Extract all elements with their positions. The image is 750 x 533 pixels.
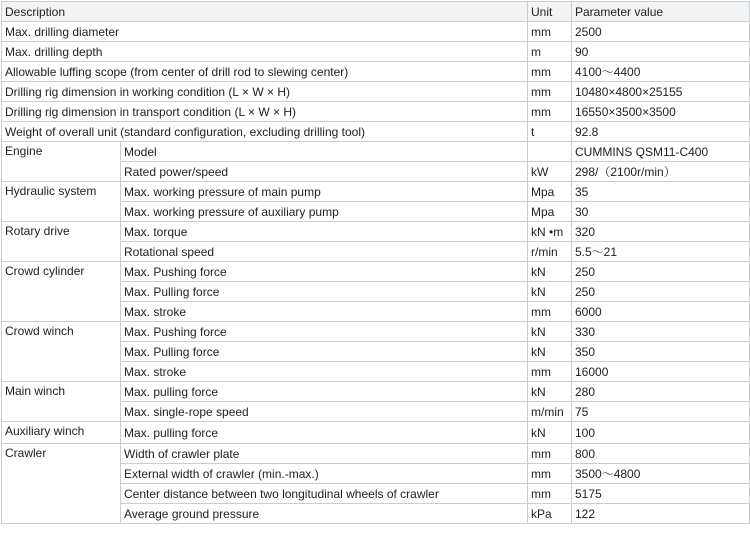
parameter-unit: mm <box>528 62 572 82</box>
table-row <box>2 122 750 142</box>
parameter-description: Max. pulling force <box>121 422 528 444</box>
parameter-value: 298/（2100r/min） <box>572 162 750 182</box>
group-name: Auxiliary winch <box>2 422 121 444</box>
table-row <box>2 444 750 464</box>
parameter-value: 10480×4800×25155 <box>572 82 750 102</box>
table-row <box>2 422 750 444</box>
table-row <box>2 22 750 42</box>
spec-table <box>1 1 750 524</box>
group-name: Crowd winch <box>2 322 121 382</box>
parameter-description: Max. Pulling force <box>121 282 528 302</box>
parameter-value: 320 <box>572 222 750 242</box>
parameter-unit: kN <box>528 262 572 282</box>
parameter-value: 2500 <box>572 22 750 42</box>
parameter-value: 800 <box>572 444 750 464</box>
parameter-unit: kN <box>528 422 572 444</box>
parameter-unit: kN <box>528 342 572 362</box>
parameter-value: 30 <box>572 202 750 222</box>
parameter-unit: Mpa <box>528 182 572 202</box>
group-name: Engine <box>2 142 121 182</box>
parameter-description: Drilling rig dimension in working condition (L × W × H) <box>2 82 528 102</box>
parameter-value: 5175 <box>572 484 750 504</box>
parameter-unit: kN <box>528 282 572 302</box>
parameter-value: 16550×3500×3500 <box>572 102 750 122</box>
parameter-description: Allowable luffing scope (from center of drill rod to slewing center) <box>2 62 528 82</box>
parameter-description: Max. stroke <box>121 362 528 382</box>
table-row <box>2 262 750 282</box>
table-header-row <box>2 2 750 22</box>
parameter-description: Max. pulling force <box>121 382 528 402</box>
parameter-description: Max. stroke <box>121 302 528 322</box>
group-name: Main winch <box>2 382 121 422</box>
table-row <box>2 82 750 102</box>
table-row <box>2 382 750 402</box>
parameter-unit: kPa <box>528 504 572 524</box>
parameter-unit: mm <box>528 464 572 484</box>
parameter-description: Max. single-rope speed <box>121 402 528 422</box>
parameter-description: Rotational speed <box>121 242 528 262</box>
header-value: Parameter value <box>572 2 750 22</box>
parameter-unit: mm <box>528 444 572 464</box>
parameter-description: Max. drilling diameter <box>2 22 528 42</box>
parameter-description: Max. torque <box>121 222 528 242</box>
parameter-value: CUMMINS QSM11-C400 <box>572 142 750 162</box>
table-row <box>2 182 750 202</box>
parameter-value: 330 <box>572 322 750 342</box>
table-row <box>2 322 750 342</box>
parameter-description: Average ground pressure <box>121 504 528 524</box>
parameter-value: 4100～4400 <box>572 62 750 82</box>
parameter-description: Max. working pressure of main pump <box>121 182 528 202</box>
parameter-value: 35 <box>572 182 750 202</box>
parameter-description: Max. working pressure of auxiliary pump <box>121 202 528 222</box>
parameter-value: 350 <box>572 342 750 362</box>
parameter-description: Rated power/speed <box>121 162 528 182</box>
parameter-value: 100 <box>572 422 750 444</box>
parameter-unit: t <box>528 122 572 142</box>
parameter-value: 250 <box>572 262 750 282</box>
parameter-description: Weight of overall unit (standard configuration, excluding drilling tool) <box>2 122 528 142</box>
parameter-value: 250 <box>572 282 750 302</box>
table-row <box>2 222 750 242</box>
table-row <box>2 142 750 162</box>
parameter-unit: mm <box>528 102 572 122</box>
parameter-unit: mm <box>528 484 572 504</box>
parameter-value: 280 <box>572 382 750 402</box>
parameter-unit: kN •m <box>528 222 572 242</box>
parameter-value: 5.5～21 <box>572 242 750 262</box>
table-row <box>2 62 750 82</box>
parameter-unit: r/min <box>528 242 572 262</box>
parameter-unit: mm <box>528 82 572 102</box>
parameter-value: 90 <box>572 42 750 62</box>
group-name: Crowd cylinder <box>2 262 121 322</box>
parameter-description: Max. drilling depth <box>2 42 528 62</box>
parameter-description: Drilling rig dimension in transport condition (L × W × H) <box>2 102 528 122</box>
parameter-value: 3500～4800 <box>572 464 750 484</box>
parameter-unit: kW <box>528 162 572 182</box>
group-name: Rotary drive <box>2 222 121 262</box>
parameter-value: 122 <box>572 504 750 524</box>
parameter-description: External width of crawler (min.-max.) <box>121 464 528 484</box>
parameter-unit: m/min <box>528 402 572 422</box>
parameter-description: Width of crawler plate <box>121 444 528 464</box>
parameter-unit: mm <box>528 362 572 382</box>
header-description: Description <box>2 2 528 22</box>
parameter-description: Center distance between two longitudinal wheels of crawler <box>121 484 528 504</box>
parameter-value: 92.8 <box>572 122 750 142</box>
parameter-unit: mm <box>528 302 572 322</box>
parameter-unit: mm <box>528 22 572 42</box>
table-row <box>2 42 750 62</box>
parameter-unit: Mpa <box>528 202 572 222</box>
group-name: Hydraulic system <box>2 182 121 222</box>
parameter-value: 6000 <box>572 302 750 322</box>
parameter-description: Max. Pushing force <box>121 262 528 282</box>
parameter-value: 16000 <box>572 362 750 382</box>
parameter-unit: m <box>528 42 572 62</box>
table-row <box>2 102 750 122</box>
group-name: Crawler <box>2 444 121 524</box>
header-unit: Unit <box>528 2 572 22</box>
parameter-value: 75 <box>572 402 750 422</box>
spec-table-body <box>2 2 750 524</box>
parameter-description: Max. Pulling force <box>121 342 528 362</box>
parameter-description: Max. Pushing force <box>121 322 528 342</box>
parameter-unit: kN <box>528 382 572 402</box>
parameter-description: Model <box>121 142 528 162</box>
parameter-unit <box>528 142 572 162</box>
parameter-unit: kN <box>528 322 572 342</box>
